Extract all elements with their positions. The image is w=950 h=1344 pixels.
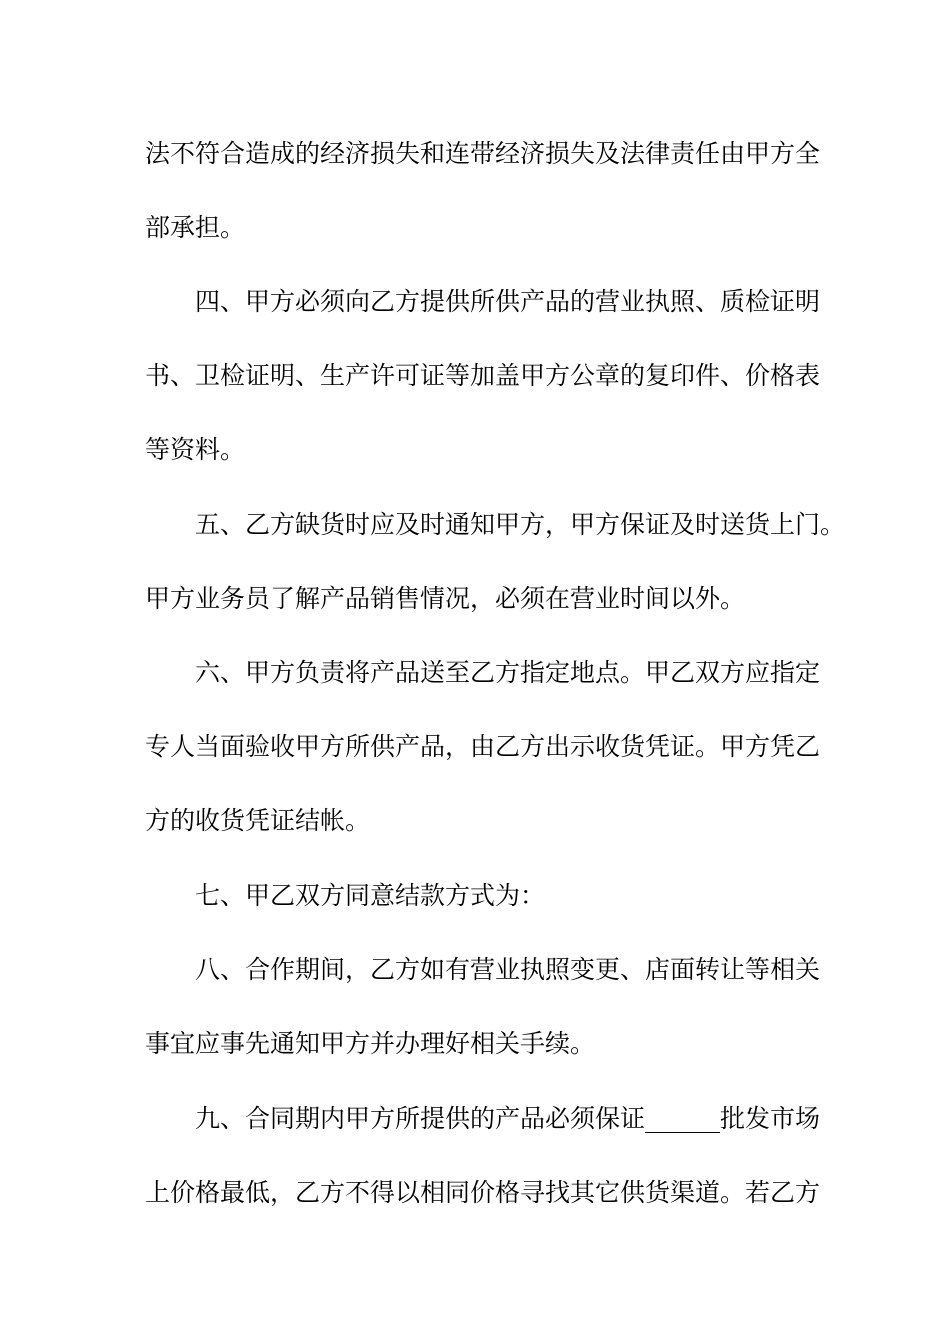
paragraph-six-start: 六、甲方负责将产品送至乙方指定地点。甲乙双方应指定 (195, 658, 821, 687)
paragraph-four-start: 四、甲方必须向乙方提供所供产品的营业执照、质检证明 (195, 287, 821, 316)
text-line: 方的收货凭证结帐。 (145, 806, 371, 835)
text-line: 法不符合造成的经济损失和连带经济损失及法律责任由甲方全 (145, 139, 821, 168)
paragraph-eight-start: 八、合作期间，乙方如有营业执照变更、店面转让等相关 (195, 955, 821, 984)
text-line: 事宜应事先通知甲方并办理好相关手续。 (145, 1029, 596, 1058)
text-line: 部承担。 (145, 213, 246, 242)
paragraph-five-start: 五、乙方缺货时应及时通知甲方，甲方保证及时送货上门。 (195, 510, 846, 539)
paragraph-nine-start: 九、合同期内甲方所提供的产品必须保证______批发市场 (195, 1104, 821, 1133)
text-line: 等资料。 (145, 435, 246, 464)
text-line: 专人当面验收甲方所供产品，由乙方出示收货凭证。甲方凭乙 (145, 732, 821, 761)
paragraph-seven: 七、甲乙双方同意结款方式为： (195, 881, 546, 910)
text-line: 上价格最低，乙方不得以相同价格寻找其它供货渠道。若乙方 (145, 1178, 821, 1207)
text-line: 书、卫检证明、生产许可证等加盖甲方公章的复印件、价格表 (145, 361, 821, 390)
text-line: 甲方业务员了解产品销售情况，必须在营业时间以外。 (145, 584, 746, 613)
